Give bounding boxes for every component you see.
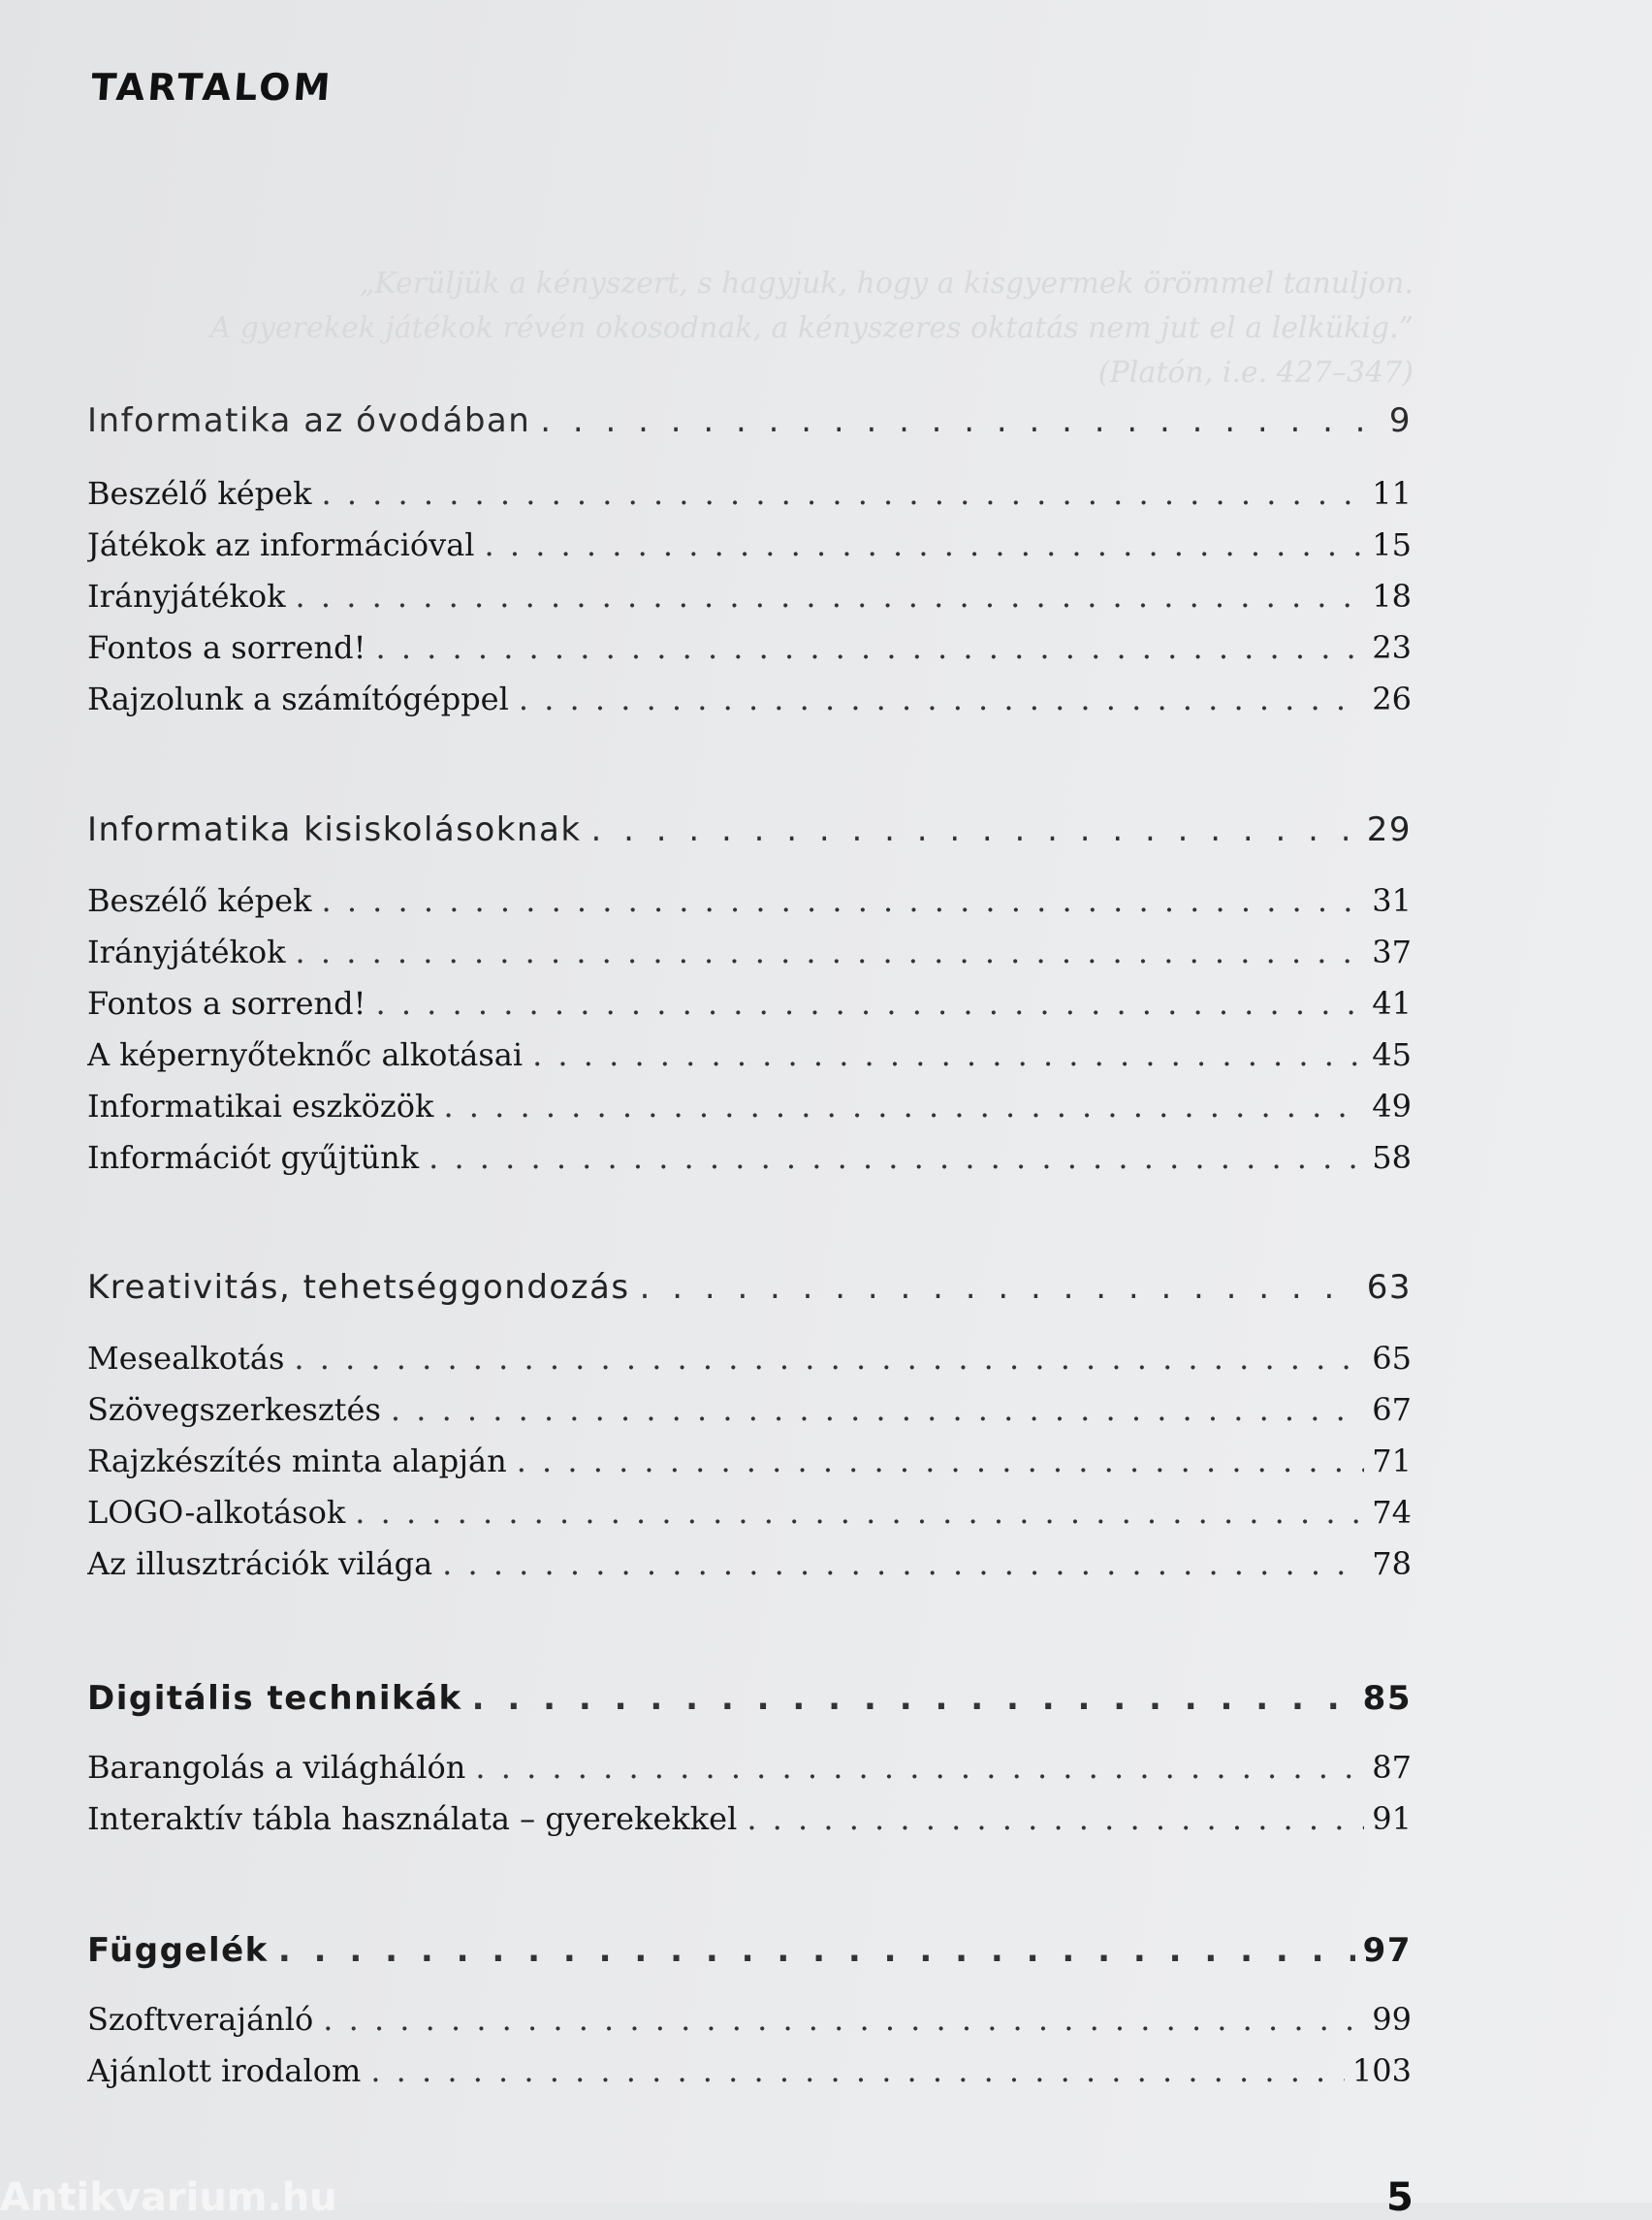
toc-entry bbox=[87, 681, 1412, 717]
entry-page-number: 11 bbox=[1372, 475, 1412, 512]
dot-leader bbox=[472, 1679, 1355, 1718]
entry-title: Informatikai eszközök bbox=[87, 1088, 434, 1125]
toc-entry bbox=[87, 1443, 1412, 1479]
entry-title: Ajánlott irodalom bbox=[87, 2052, 362, 2089]
entry-title: Beszélő képek bbox=[87, 475, 312, 512]
dot-leader bbox=[485, 526, 1365, 563]
toc-entry bbox=[87, 2001, 1412, 2038]
watermark: Antikvarium.hu bbox=[0, 2175, 337, 2220]
entry-page-number: 71 bbox=[1372, 1443, 1412, 1479]
toc-entry bbox=[87, 985, 1412, 1022]
toc-section-heading bbox=[87, 1268, 1412, 1307]
dot-leader bbox=[517, 1443, 1365, 1479]
motto-attribution: (Platón, i.e. 427–347) bbox=[1097, 356, 1414, 390]
entry-page-number: 23 bbox=[1372, 629, 1412, 666]
toc-entry bbox=[87, 1139, 1412, 1176]
toc-entry bbox=[87, 1036, 1412, 1073]
entry-title: Játékok az információval bbox=[87, 526, 475, 563]
toc-entry bbox=[87, 526, 1412, 563]
dot-leader bbox=[355, 1494, 1364, 1531]
entry-title: Irányjátékok bbox=[87, 934, 286, 970]
entry-title: Rajzolunk a számítógéppel bbox=[87, 681, 509, 717]
dot-leader bbox=[370, 2052, 1345, 2089]
entry-page-number: 65 bbox=[1372, 1340, 1412, 1377]
dot-leader bbox=[540, 401, 1382, 440]
dot-leader bbox=[323, 2001, 1364, 2038]
entry-title: Fontos a sorrend! bbox=[87, 985, 366, 1022]
dot-leader bbox=[475, 1749, 1364, 1786]
dot-leader bbox=[375, 985, 1364, 1022]
entry-title: Az illusztrációk világa bbox=[87, 1545, 433, 1582]
dot-leader bbox=[296, 934, 1365, 970]
dot-leader bbox=[278, 1931, 1355, 1970]
entry-page-number: 26 bbox=[1372, 681, 1412, 717]
section-page-number: 29 bbox=[1366, 810, 1412, 849]
entry-page-number: 18 bbox=[1372, 578, 1412, 615]
dot-leader bbox=[747, 1800, 1364, 1837]
entry-title: Fontos a sorrend! bbox=[87, 629, 366, 666]
toc-entry bbox=[87, 1391, 1412, 1428]
entry-title: Szoftverajánló bbox=[87, 2001, 314, 2038]
dot-leader bbox=[532, 1036, 1364, 1073]
entry-title: Beszélő képek bbox=[87, 882, 312, 919]
entry-page-number: 103 bbox=[1351, 2052, 1412, 2089]
dot-leader bbox=[519, 681, 1364, 717]
dot-leader bbox=[321, 475, 1364, 512]
toc-section-heading bbox=[87, 1679, 1412, 1718]
toc-entry bbox=[87, 882, 1412, 919]
dot-leader bbox=[442, 1545, 1364, 1582]
entry-title: LOGO-alkotások bbox=[87, 1494, 346, 1531]
section-page-number: 85 bbox=[1362, 1679, 1412, 1718]
section-page-number: 97 bbox=[1362, 1931, 1412, 1970]
entry-title: Szövegszerkesztés bbox=[87, 1391, 381, 1428]
entry-page-number: 67 bbox=[1372, 1391, 1412, 1428]
entry-page-number: 58 bbox=[1372, 1139, 1412, 1176]
entry-page-number: 41 bbox=[1372, 985, 1412, 1022]
section-title: Kreativitás, tehetséggondozás bbox=[87, 1268, 630, 1307]
entry-page-number: 74 bbox=[1372, 1494, 1412, 1531]
toc-section-heading bbox=[87, 810, 1412, 849]
section-page-number: 9 bbox=[1388, 401, 1412, 440]
entry-page-number: 31 bbox=[1372, 882, 1412, 919]
entry-page-number: 99 bbox=[1372, 2001, 1412, 2038]
section-title: Digitális technikák bbox=[87, 1679, 462, 1718]
entry-page-number: 49 bbox=[1372, 1088, 1412, 1125]
toc-entry bbox=[87, 1088, 1412, 1125]
dot-leader bbox=[591, 810, 1359, 849]
motto-line: A gyerekek játékok révén okosodnak, a kényszeres oktatás nem jut el a lelkükig.” bbox=[209, 311, 1414, 345]
entry-title: Barangolás a világhálón bbox=[87, 1749, 466, 1786]
dot-leader bbox=[321, 882, 1364, 919]
toc-entry bbox=[87, 934, 1412, 970]
entry-title: Információt gyűjtünk bbox=[87, 1139, 420, 1176]
entry-title: Rajzkészítés minta alapján bbox=[87, 1443, 507, 1479]
toc-section-heading bbox=[87, 401, 1412, 440]
dot-leader bbox=[375, 629, 1364, 666]
page-number: 5 bbox=[1386, 2175, 1414, 2220]
toc-entry bbox=[87, 629, 1412, 666]
entry-title: Interaktív tábla használata – gyerekekkel bbox=[87, 1800, 738, 1837]
entry-page-number: 37 bbox=[1372, 934, 1412, 970]
entry-page-number: 78 bbox=[1372, 1545, 1412, 1582]
dot-leader bbox=[640, 1268, 1359, 1307]
dot-leader bbox=[443, 1088, 1364, 1125]
section-page-number: 63 bbox=[1366, 1268, 1412, 1307]
dot-leader bbox=[391, 1391, 1364, 1428]
entry-title: Mesealkotás bbox=[87, 1340, 285, 1377]
section-title: Informatika kisiskolásoknak bbox=[87, 810, 582, 849]
motto-line: „Kerüljük a kényszert, s hagyjuk, hogy a kisgyermek örömmel tanuljon. bbox=[359, 267, 1414, 301]
toc-entry bbox=[87, 2052, 1412, 2089]
toc-entry bbox=[87, 1545, 1412, 1582]
toc-entry bbox=[87, 1340, 1412, 1377]
page-title: TARTALOM bbox=[89, 66, 334, 109]
section-title: Informatika az óvodában bbox=[87, 401, 531, 440]
entry-page-number: 91 bbox=[1372, 1800, 1412, 1837]
entry-title: A képernyőteknőc alkotásai bbox=[87, 1036, 524, 1073]
toc-entry bbox=[87, 578, 1412, 615]
dot-leader bbox=[294, 1340, 1364, 1377]
toc-entry bbox=[87, 1800, 1412, 1837]
section-title: Függelék bbox=[87, 1931, 269, 1970]
toc-entry bbox=[87, 1749, 1412, 1786]
entry-page-number: 45 bbox=[1372, 1036, 1412, 1073]
toc-entry bbox=[87, 475, 1412, 512]
toc-entry bbox=[87, 1494, 1412, 1531]
motto-quote bbox=[153, 262, 1414, 396]
toc-section-heading bbox=[87, 1931, 1412, 1970]
entry-page-number: 87 bbox=[1372, 1749, 1412, 1786]
dot-leader bbox=[296, 578, 1365, 615]
entry-title: Irányjátékok bbox=[87, 578, 286, 615]
entry-page-number: 15 bbox=[1372, 526, 1412, 563]
dot-leader bbox=[429, 1139, 1364, 1176]
